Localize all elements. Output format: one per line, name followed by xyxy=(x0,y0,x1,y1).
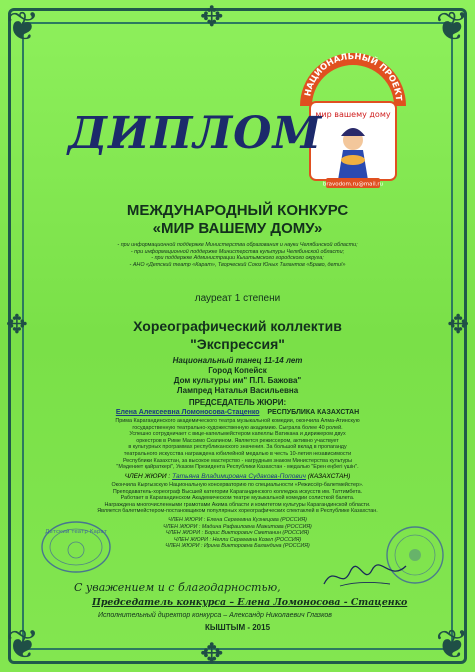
stamp-left-graphic xyxy=(40,520,112,574)
logo-inner-text: мир вашему дому xyxy=(315,110,391,119)
bio-line: Республики Казахстан, за высокое мастерство - нагрудным знаком Министерства культуры xyxy=(122,457,353,464)
institution: Дом культуры им" П.П. Бажова" xyxy=(173,376,302,385)
bio-line: Окончила Кыргызскую Национальную консерваторию по специальности «Режиссёр-балетмейстер». xyxy=(111,482,364,488)
left-ornament: ✥ xyxy=(6,310,28,340)
corner-ornament-top-right: ❦ xyxy=(435,4,469,50)
bottom-ornament: ✥ xyxy=(200,637,224,670)
member-label: ЧЛЕН ЖЮРИ : xyxy=(124,473,171,480)
support-list xyxy=(0,242,475,268)
signature-graphic xyxy=(320,560,410,592)
bio-line: в культурных программах республиканского значения. За большой вклад в пропаганду xyxy=(128,444,347,451)
corner-ornament-top-left: ❦ xyxy=(6,4,40,50)
collective-line2: "Экспрессия" xyxy=(190,336,285,352)
chair-name: Елена Алексеевна Ломоносова-Стаценко xyxy=(115,409,260,416)
jury-member: ЧЛЕН ЖЮРИ : Мадина Рафаиловна Мажитова (РОССИЯ) xyxy=(163,523,312,530)
logo-url: bravodom.ru@mail.ru xyxy=(322,181,384,188)
award-level: лауреат 1 степени xyxy=(194,293,281,304)
contest-name-line1: МЕЖДУНАРОДНЫЙ КОНКУРС xyxy=(126,202,349,219)
bio-line: Успешно сотрудничает с вице-капельмейстером капеллы Ватикана и дирижером двух xyxy=(129,431,346,438)
support-line: - при поддержке Администрации Кыштымского городского округа; xyxy=(151,255,324,262)
bio-line: Прима Карагандинского академического театра музыкальной комедии, окончила Алма-Атинскую xyxy=(115,418,360,424)
jury-member-1 xyxy=(0,473,475,480)
chair-signoff: Председатель конкурса – Елена Ломоносова - Стаценко xyxy=(92,597,408,608)
bio-line: Работает в Карагандинском Академическом театре музыкальной комедии солисткой балета. xyxy=(120,495,355,502)
bio-line: государственную театрально-художественную академию. Сыграла более 40 ролей. xyxy=(132,424,343,431)
jury-member: ЧЛЕН ЖЮРИ : Елена Сергеевна Кузнецова (РОССИЯ) xyxy=(168,517,307,523)
participant-details xyxy=(0,356,475,396)
city: Город Копейск xyxy=(208,366,267,375)
top-ornament: ✥ xyxy=(200,0,224,33)
place-year: КЫШТЫМ - 2015 xyxy=(204,623,271,632)
jury-chair xyxy=(0,409,475,416)
support-line: - при информационной поддержке Министерства культуры Челябинской области; xyxy=(130,248,345,255)
bio-line: Награждена многочисленными грамотами Акима области и комитетом культуры Карагандинской области. xyxy=(104,501,371,508)
director-signoff: Исполнительный директор конкурса – Александр Николаевич Глазков xyxy=(98,612,332,619)
jury-member: ЧЛЕН ЖЮРИ : Нелли Сергеевна Козел (РОССИЯ) xyxy=(173,536,302,543)
member-name: Татьяна Владимировна Судакова-Попович xyxy=(172,473,306,480)
teacher-name: Лампред Наталья Васильевна xyxy=(176,386,299,395)
member1-bio xyxy=(0,482,475,515)
collective-line1: Хореографический коллектив xyxy=(133,318,342,334)
signature xyxy=(320,560,410,592)
member-country: (КАЗАХСТАН) xyxy=(307,473,351,480)
bio-line: Является балетмейстером-постановщиком популярных хореографических спектаклей в Республике Казахстан. xyxy=(97,508,378,515)
corner-ornament-bottom-right: ❦ xyxy=(435,622,469,668)
right-ornament: ✥ xyxy=(447,310,469,340)
corner-ornament-bottom-left: ❦ xyxy=(6,622,40,668)
chair-bio xyxy=(0,418,475,471)
chair-country: РЕСПУБЛИКА КАЗАХСТАН xyxy=(267,409,360,416)
bio-line: театрального искусства награждена юбилейной медалью в честь 10-летия независимости xyxy=(123,450,352,457)
support-line: - АНО «Детский театр «Карат», Творческий Союз Юных Талантов «Браво, дети!» xyxy=(129,261,346,268)
regards-text: С уважением и с благодарностью, xyxy=(74,581,281,594)
jury-member: ЧЛЕН ЖЮРИ : Ирина Викторовна Баландина (РОССИЯ) xyxy=(165,543,310,550)
stamp-left-text: Детский театр Карат xyxy=(45,529,107,535)
bio-line: оркестров в Риме Массимо Скапином. Является режиссером, активно участвует xyxy=(136,437,339,444)
bio-line: Преподаватель-хореограф Высшей категории Карагандинского колледжа искусств им. Таттимбета. xyxy=(112,488,363,495)
stamp-left xyxy=(40,520,112,574)
bio-line: "Мәдениет қайраткері", Указом Президента Республики Казахстан - медалью "Ерен еңбегі үшін". xyxy=(116,464,359,471)
logo-arc-text: НАЦИОНАЛЬНЫЙ ПРОЕКТ xyxy=(303,51,404,102)
contest-name-line2: «МИР ВАШЕМУ ДОМУ» xyxy=(152,220,323,237)
jury-member: ЧЛЕН ЖЮРИ : Борис Викторович Сметанин (РОССИЯ) xyxy=(165,530,310,537)
jury-chair-label: ПРЕДСЕДАТЕЛЬ ЖЮРИ: xyxy=(188,398,287,407)
support-line: - при информационной поддержке Министерства образования и науки Челябинской области; xyxy=(117,242,358,248)
category: Национальный танец 11-14 лет xyxy=(172,356,303,365)
diploma-title: ДИПЛОМ xyxy=(68,108,323,159)
